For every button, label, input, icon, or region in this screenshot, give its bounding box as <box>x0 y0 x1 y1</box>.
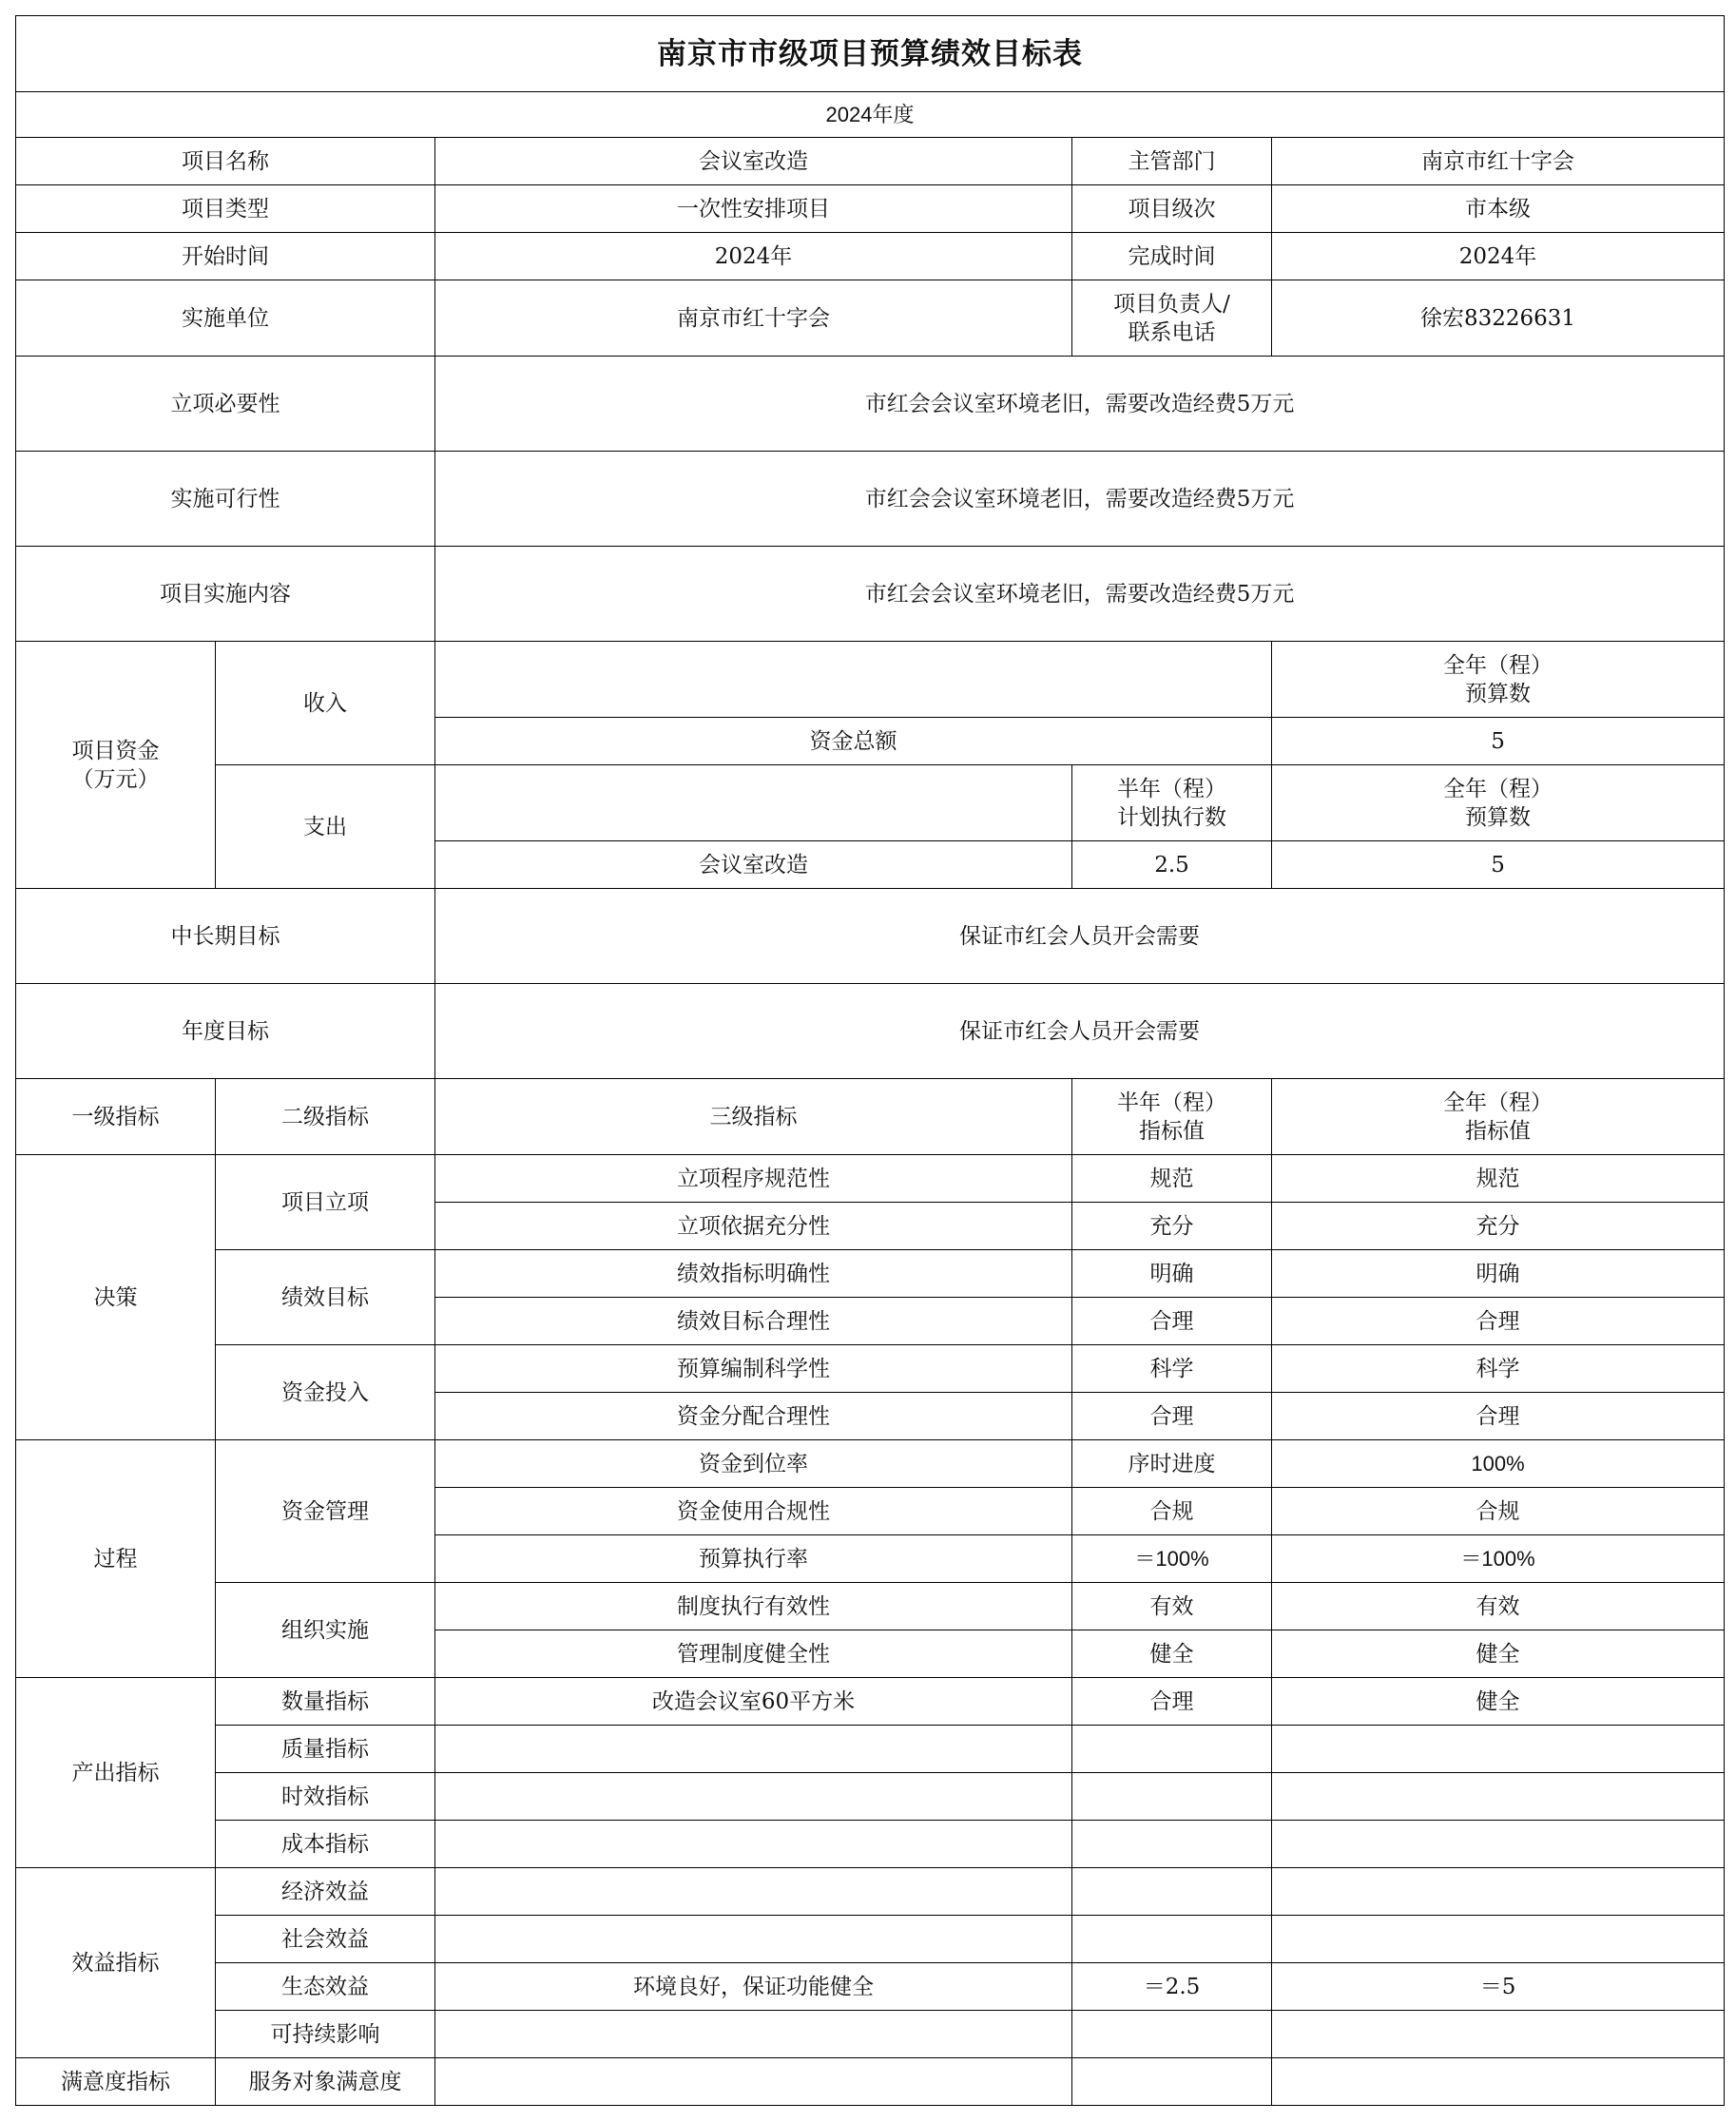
total-funds-label: 资金总额 <box>435 718 1272 765</box>
indicator-name: 制度执行有效性 <box>435 1583 1072 1630</box>
indicator-half <box>1072 2058 1272 2106</box>
indicator-quantity: 数量指标 <box>216 1678 435 1726</box>
end-time: 2024年 <box>1272 233 1725 280</box>
contact: 徐宏83226631 <box>1272 280 1725 357</box>
indicator-full: 健全 <box>1272 1678 1725 1726</box>
indicator-satisfaction: 满意度指标 <box>16 2058 216 2106</box>
indicator-half: 序时进度 <box>1072 1440 1272 1488</box>
indicator-name: 资金到位率 <box>435 1440 1072 1488</box>
indicator-full <box>1272 1773 1725 1821</box>
expense-full-value: 5 <box>1272 841 1725 889</box>
half-value-header <box>1072 1079 1272 1155</box>
project-funds-label <box>16 642 216 889</box>
implementing-unit-label: 实施单位 <box>16 280 435 357</box>
level2-header: 二级指标 <box>216 1079 435 1155</box>
indicator-service-satisfaction: 服务对象满意度 <box>216 2058 435 2106</box>
department-label: 主管部门 <box>1072 138 1272 185</box>
content-label: 项目实施内容 <box>16 547 435 642</box>
start-time: 2024年 <box>435 233 1072 280</box>
expense-blank <box>435 765 1072 841</box>
full-value-header-line2: 指标值 <box>1465 1118 1532 1144</box>
indicator-name: 预算编制科学性 <box>435 1345 1072 1393</box>
indicator-decision: 决策 <box>16 1155 216 1440</box>
page-title: 南京市市级项目预算绩效目标表 <box>16 16 1725 92</box>
indicator-organization: 组织实施 <box>216 1583 435 1678</box>
indicator-half <box>1072 1868 1272 1916</box>
expense-full-header-line2: 预算数 <box>1465 804 1532 830</box>
income-label: 收入 <box>216 642 435 765</box>
indicator-sustainable: 可持续影响 <box>216 2011 435 2058</box>
indicator-full: 规范 <box>1272 1155 1725 1203</box>
indicator-half <box>1072 1821 1272 1868</box>
indicator-name: 资金使用合规性 <box>435 1488 1072 1535</box>
indicator-cost: 成本指标 <box>216 1821 435 1868</box>
indicator-full: 科学 <box>1272 1345 1725 1393</box>
indicator-half: 合理 <box>1072 1393 1272 1440</box>
indicator-full <box>1272 2058 1725 2106</box>
project-funds-label-line1: 项目资金 <box>71 738 160 763</box>
necessity-label: 立项必要性 <box>16 357 435 452</box>
indicator-half <box>1072 1916 1272 1963</box>
half-value-header-line2: 指标值 <box>1139 1118 1205 1144</box>
expense-label: 支出 <box>216 765 435 889</box>
indicator-full: 合理 <box>1272 1393 1725 1440</box>
indicator-full: 100% <box>1272 1440 1725 1488</box>
indicator-full: ＝100% <box>1272 1535 1725 1583</box>
indicator-half: 规范 <box>1072 1155 1272 1203</box>
project-level-label: 项目级次 <box>1072 185 1272 233</box>
level3-header: 三级指标 <box>435 1079 1072 1155</box>
indicator-name <box>435 1868 1072 1916</box>
expense-half-value: 2.5 <box>1072 841 1272 889</box>
indicator-half <box>1072 2011 1272 2058</box>
half-value-header-line1: 半年（程） <box>1117 1090 1226 1115</box>
indicator-full <box>1272 1868 1725 1916</box>
total-funds-value: 5 <box>1272 718 1725 765</box>
indicator-quality: 质量指标 <box>216 1726 435 1773</box>
income-blank <box>435 642 1272 718</box>
indicator-fund-management: 资金管理 <box>216 1440 435 1583</box>
indicator-name: 立项依据充分性 <box>435 1203 1072 1250</box>
project-name: 会议室改造 <box>435 138 1072 185</box>
expense-half-header-line1: 半年（程） <box>1117 776 1226 801</box>
expense-full-header <box>1272 765 1725 841</box>
indicator-name: 管理制度健全性 <box>435 1630 1072 1678</box>
indicator-name <box>435 1773 1072 1821</box>
indicator-half: 合规 <box>1072 1488 1272 1535</box>
indicator-full <box>1272 2011 1725 2058</box>
expense-half-header-line2: 计划执行数 <box>1117 804 1226 830</box>
indicator-economic: 经济效益 <box>216 1868 435 1916</box>
content-text: 市红会会议室环境老旧，需要改造经费5万元 <box>435 547 1725 642</box>
start-time-label: 开始时间 <box>16 233 435 280</box>
indicator-full <box>1272 1916 1725 1963</box>
indicator-approval: 项目立项 <box>216 1155 435 1250</box>
indicator-performance-goal: 绩效目标 <box>216 1250 435 1345</box>
indicator-social: 社会效益 <box>216 1916 435 1963</box>
indicator-ecological: 生态效益 <box>216 1963 435 2011</box>
fiscal-year: 2024年度 <box>16 92 1725 138</box>
end-time-label: 完成时间 <box>1072 233 1272 280</box>
long-term-goal-label: 中长期目标 <box>16 889 435 984</box>
expense-full-header-line1: 全年（程） <box>1443 776 1553 801</box>
full-value-header-line1: 全年（程） <box>1443 1090 1553 1115</box>
indicator-full: 合规 <box>1272 1488 1725 1535</box>
indicator-full: 明确 <box>1272 1250 1725 1298</box>
income-budget-header-line1: 全年（程） <box>1443 652 1553 678</box>
project-funds-label-line2: （万元） <box>71 766 160 792</box>
expense-item: 会议室改造 <box>435 841 1072 889</box>
annual-goal: 保证市红会人员开会需要 <box>435 984 1725 1079</box>
indicator-half: 合理 <box>1072 1678 1272 1726</box>
project-type: 一次性安排项目 <box>435 185 1072 233</box>
indicator-full: ＝5 <box>1272 1963 1725 2011</box>
indicator-half: 科学 <box>1072 1345 1272 1393</box>
indicator-full: 健全 <box>1272 1630 1725 1678</box>
feasibility-label: 实施可行性 <box>16 452 435 547</box>
indicator-full: 有效 <box>1272 1583 1725 1630</box>
indicator-name: 绩效目标合理性 <box>435 1298 1072 1345</box>
indicator-name: 资金分配合理性 <box>435 1393 1072 1440</box>
indicator-full: 合理 <box>1272 1298 1725 1345</box>
indicator-timeliness: 时效指标 <box>216 1773 435 1821</box>
indicator-process: 过程 <box>16 1440 216 1678</box>
indicator-full <box>1272 1821 1725 1868</box>
indicator-full: 充分 <box>1272 1203 1725 1250</box>
contact-label-line2: 联系电话 <box>1128 319 1216 345</box>
level1-header: 一级指标 <box>16 1079 216 1155</box>
indicator-full <box>1272 1726 1725 1773</box>
indicator-half: 合理 <box>1072 1298 1272 1345</box>
implementing-unit: 南京市红十字会 <box>435 280 1072 357</box>
project-type-label: 项目类型 <box>16 185 435 233</box>
project-level: 市本级 <box>1272 185 1725 233</box>
indicator-half: ＝2.5 <box>1072 1963 1272 2011</box>
performance-target-table <box>15 15 1725 2106</box>
indicator-name <box>435 1821 1072 1868</box>
indicator-name <box>435 1916 1072 1963</box>
indicator-half <box>1072 1726 1272 1773</box>
expense-half-header <box>1072 765 1272 841</box>
indicator-half: ＝100% <box>1072 1535 1272 1583</box>
indicator-name <box>435 1726 1072 1773</box>
indicator-name: 环境良好，保证功能健全 <box>435 1963 1072 2011</box>
indicator-name <box>435 2011 1072 2058</box>
annual-goal-label: 年度目标 <box>16 984 435 1079</box>
income-budget-header-line2: 预算数 <box>1465 681 1532 706</box>
indicator-half <box>1072 1773 1272 1821</box>
feasibility-text: 市红会会议室环境老旧，需要改造经费5万元 <box>435 452 1725 547</box>
long-term-goal: 保证市红会人员开会需要 <box>435 889 1725 984</box>
indicator-half: 有效 <box>1072 1583 1272 1630</box>
department: 南京市红十字会 <box>1272 138 1725 185</box>
income-budget-header <box>1272 642 1725 718</box>
contact-label-line1: 项目负责人/ <box>1113 291 1230 317</box>
indicator-half: 健全 <box>1072 1630 1272 1678</box>
necessity-text: 市红会会议室环境老旧，需要改造经费5万元 <box>435 357 1725 452</box>
indicator-name: 绩效指标明确性 <box>435 1250 1072 1298</box>
indicator-name: 改造会议室60平方米 <box>435 1678 1072 1726</box>
indicator-output: 产出指标 <box>16 1678 216 1868</box>
indicator-half: 充分 <box>1072 1203 1272 1250</box>
full-value-header <box>1272 1079 1725 1155</box>
indicator-half: 明确 <box>1072 1250 1272 1298</box>
indicator-name <box>435 2058 1072 2106</box>
indicator-name: 预算执行率 <box>435 1535 1072 1583</box>
contact-label <box>1072 280 1272 357</box>
indicator-benefit: 效益指标 <box>16 1868 216 2058</box>
indicator-name: 立项程序规范性 <box>435 1155 1072 1203</box>
project-name-label: 项目名称 <box>16 138 435 185</box>
indicator-fund-input: 资金投入 <box>216 1345 435 1440</box>
